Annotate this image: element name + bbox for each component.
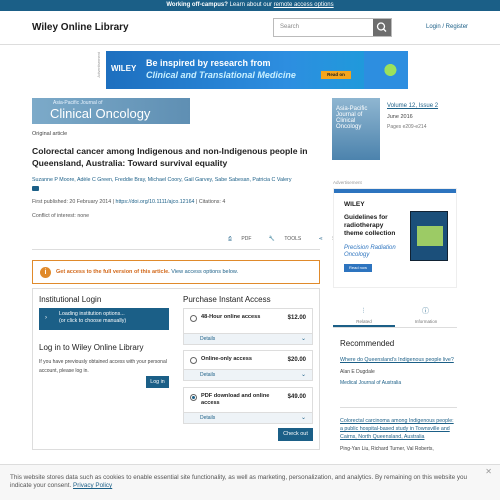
tab-information[interactable] [395, 300, 457, 327]
access-options-link[interactable]: View access options below. [169, 269, 239, 275]
option-price: $20.00 [287, 357, 306, 363]
info-icon: ⓘ [422, 308, 429, 315]
search-icon [373, 19, 391, 36]
tab-label: Related [356, 319, 372, 324]
radio-pdf[interactable] [190, 394, 197, 401]
tab-related[interactable] [333, 300, 395, 327]
login-description: If you have previously obtained access with your personal account, please log in. [39, 359, 167, 374]
wrench-icon: 🔧 [268, 236, 276, 242]
recommended-article-link[interactable]: Colorectal carcinoma among Indigenous people: a public hospital-based study in Townsville and Cairns, North Queensland, Australia [340, 418, 454, 440]
volume-issue-link[interactable]: Volume 12, Issue 2 [387, 103, 439, 109]
top-advertisement[interactable] [106, 51, 408, 89]
separator: | [195, 199, 199, 205]
recommended-journal[interactable]: Medical Journal of Australia [340, 380, 402, 386]
details-toggle-48h[interactable] [183, 334, 313, 345]
option-name: 48-Hour online access [201, 314, 261, 320]
login-button[interactable]: Log in [146, 376, 169, 388]
issue-pages: Pages e209-e214 [387, 124, 427, 130]
access-notice-text [56, 269, 238, 275]
chevron-down-icon: ⌄ [300, 336, 306, 342]
option-price: $49.00 [287, 394, 306, 400]
ad-decoration [364, 51, 408, 89]
details-label: Details [200, 372, 216, 378]
pdf-label: PDF [241, 236, 252, 242]
publication-info [32, 199, 225, 205]
article-title: Colorectal cancer among Indigenous and non-Indigenous people in Queensland, Australia: Toward survival equality [32, 146, 308, 168]
purchase-option-online[interactable] [183, 350, 313, 370]
issue-cover[interactable] [332, 98, 380, 160]
separator: | [112, 199, 116, 205]
cover-title: Asia-Pacific Journal of Clinical Oncology [336, 106, 368, 130]
ad-guide-title: Guidelines for radiotherapy theme collection [344, 214, 396, 237]
cookie-message: This website stores data such as cookies to enable essential site functionality, as well as marketing, personalization, and analytics. By remaining on this website you indicate your consent. [10, 474, 467, 489]
recommended-authors: Alan E Dugdale [340, 369, 375, 375]
option-name: Online-only access [201, 356, 252, 362]
close-icon[interactable]: ✕ [485, 467, 492, 476]
ad-headline-2: Clinical and Translational Medicine [146, 70, 296, 80]
pdf-button[interactable] [228, 236, 259, 242]
sidebar-tabs [333, 300, 457, 328]
banner-text: Learn about our [227, 2, 274, 8]
institution-loading-text: Loading institution options... [59, 311, 125, 317]
cookie-text [10, 474, 480, 490]
ad-product: Precision Radiation Oncology [344, 245, 396, 258]
details-toggle-pdf[interactable] [183, 413, 313, 424]
details-label: Details [200, 415, 216, 421]
login-register-link[interactable]: Login / Register [426, 24, 469, 30]
institution-manual-text: (or click to choose manually) [59, 318, 127, 324]
share-nodes-icon: ⫶ [362, 308, 365, 315]
email-icon[interactable] [32, 186, 39, 191]
ad-stripe [334, 189, 457, 193]
details-label: Details [200, 336, 216, 342]
ad-brand: WILEY [111, 64, 137, 73]
remote-access-banner [0, 0, 500, 11]
option-name: PDF download and online access [201, 393, 270, 406]
ad-brand: WILEY [344, 201, 365, 208]
privacy-policy-link[interactable]: Privacy Policy [73, 482, 113, 489]
cookie-banner [0, 464, 500, 500]
site-logo[interactable]: Wiley Online Library [32, 22, 129, 33]
info-icon: i [40, 267, 51, 278]
journal-name-line2: Clinical Oncology [50, 106, 151, 121]
ad-headline-1: Be inspired by research from [146, 58, 271, 68]
tools-button[interactable] [269, 236, 309, 242]
chevron-down-icon: ⌄ [300, 372, 306, 378]
journal-banner[interactable] [32, 98, 190, 124]
authors-text[interactable]: Suzanne P Moore, Adèle C Green, Freddie Bray, Michael Coory, Gail Garvey, Sabe Sabesan, Patricia C Valery [32, 177, 292, 183]
side-advertisement[interactable] [333, 188, 457, 288]
purchase-option-48h[interactable] [183, 308, 313, 334]
access-bold: Get access to the full version of this article. [56, 269, 170, 275]
ad-book-image [410, 211, 448, 261]
author-list [32, 176, 292, 194]
pdf-icon: ⎙ [228, 236, 233, 242]
institution-selector[interactable] [39, 308, 169, 330]
recommended-article-link[interactable]: Where do Queensland's Indigenous people live? [340, 357, 454, 363]
published-date: First published: 20 February 2014 [32, 199, 112, 205]
search-input[interactable] [273, 18, 392, 37]
share-icon: ⋖ [318, 236, 323, 242]
list-item [340, 356, 457, 386]
recommended-authors: Ping-Yan Liu, Richard Turner, Val Roberts, [340, 446, 434, 452]
radio-48h[interactable] [190, 315, 197, 322]
conflict-of-interest: Conflict of interest: none [32, 213, 90, 219]
journal-name-line1: Asia-Pacific Journal of [53, 100, 103, 106]
remote-access-link[interactable]: remote access options [273, 2, 334, 8]
purchase-title: Purchase Instant Access [183, 295, 271, 304]
access-notice [32, 260, 320, 284]
ad-read-on-button[interactable]: Read on [321, 71, 351, 79]
tools-label: TOOLS [284, 236, 302, 242]
purchase-option-pdf[interactable] [183, 387, 313, 413]
option-price: $12.00 [287, 315, 306, 321]
checkout-button[interactable]: Check out [278, 428, 313, 441]
banner-bold: Working off-campus? [166, 2, 228, 8]
chevron-right-icon: › [45, 315, 47, 321]
issue-month: June 2016 [387, 114, 413, 120]
chevron-down-icon: ⌄ [300, 415, 306, 421]
recommended-title: Recommended [340, 339, 395, 348]
radio-online[interactable] [190, 357, 197, 364]
search-placeholder: Search [280, 24, 300, 30]
tab-label: Information [414, 319, 438, 324]
side-ad-label: Advertisement [333, 180, 362, 185]
login-title: Log in to Wiley Online Library [39, 343, 144, 352]
institutional-login-title: Institutional Login [39, 295, 102, 304]
article-type: Original article [32, 131, 68, 137]
details-toggle-online[interactable] [183, 370, 313, 381]
divider [340, 407, 457, 408]
divider [32, 249, 320, 250]
search-button[interactable] [373, 19, 391, 36]
doi-link[interactable]: https://doi.org/10.1111/ajco.12164 [115, 199, 195, 205]
site-header [0, 11, 500, 45]
citations-count[interactable]: Citations: 4 [198, 199, 226, 205]
top-ad-label: Advertisement [96, 52, 101, 78]
ad-read-now-button[interactable]: Read now [344, 264, 372, 272]
list-item [340, 417, 457, 452]
